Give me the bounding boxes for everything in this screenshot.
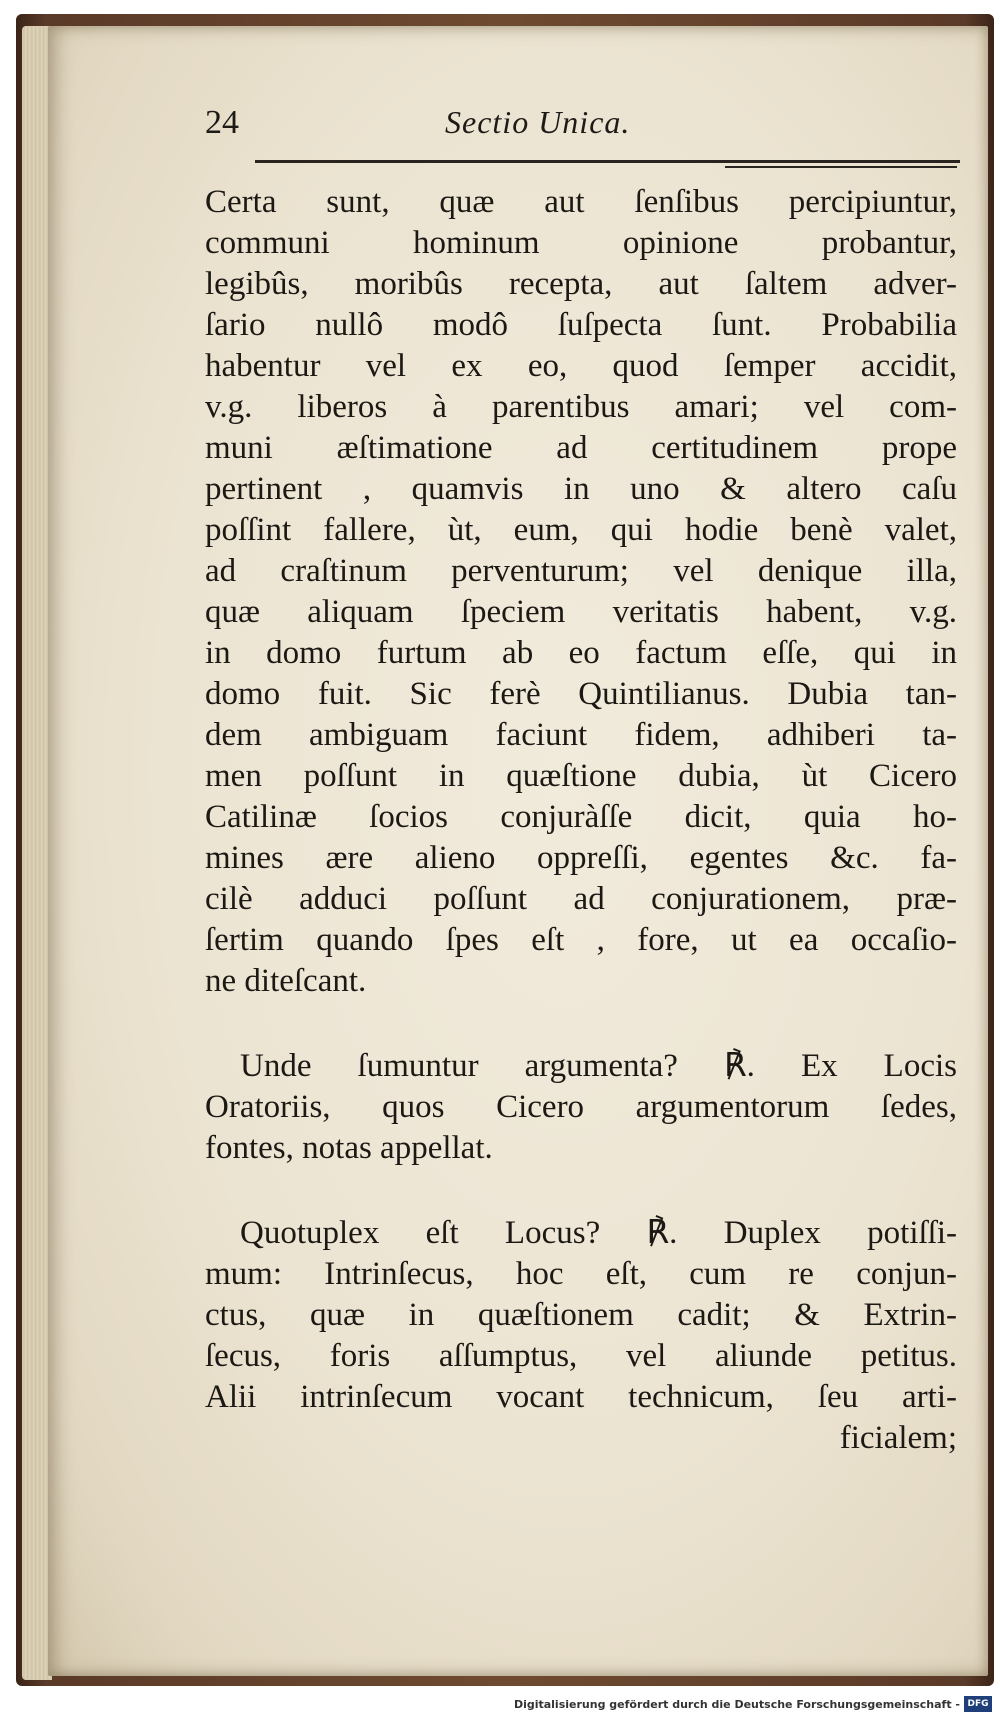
text-line: cilè adduci poſſunt ad conjurationem, præ- [205,881,957,917]
text-line: ſertim quando ſpes eſt , fore, ut ea occaſio- [205,922,957,958]
text-line: mum: Intrinſecus, hoc eſt, cum re conjun- [205,1256,957,1292]
text-line: v.g. liberos à parentibus amari; vel com- [205,389,957,425]
page-number: 24 [205,104,239,141]
header-rule [255,160,960,163]
page-header [205,104,965,144]
text-line: men poſſunt in quæſtione dubia, ùt Cicero [205,758,957,794]
digitization-footer [0,1692,1000,1722]
paragraph-gap [205,1169,957,1213]
text-line: pertinent , quamvis in uno & altero caſu [205,471,957,507]
text-line: dem ambiguam faciunt fidem, adhiberi ta- [205,717,957,753]
paragraph-2 [205,1046,957,1169]
text-line: muni æſtimatione ad certitudinem prope [205,430,957,466]
text-line: Catilinæ ſocios conjuràſſe dicit, quia ho- [205,799,957,835]
text-line: ctus, quæ in quæſtionem cadit; & Extrin- [205,1297,957,1333]
text-line: poſſint fallere, ùt, eum, qui hodie benè valet, [205,512,957,548]
text-line: domo fuit. Sic ferè Quintilianus. Dubia tan- [205,676,957,712]
text-line: legibûs, moribûs recepta, aut ſaltem adver- [205,266,957,302]
text-line: Certa sunt, quæ aut ſenſibus percipiuntur, [205,184,957,220]
footer-credit: Digitalisierung gefördert durch die Deutsche Forschungsgemeinschaft - [513,1698,960,1711]
running-head: Sectio Unica. [445,104,631,140]
text-line: fontes, notas appellat. [205,1130,493,1166]
paragraph-gap [205,1002,957,1046]
text-line: Oratoriis, quos Cicero argumentorum ſedes, [205,1089,957,1125]
text-line: quæ aliquam ſpeciem veritatis habent, v.g. [205,594,957,630]
text-line: Unde ſumuntur argumenta? ℟. Ex Locis [240,1048,957,1084]
paragraph-3 [205,1213,957,1459]
text-line: communi hominum opinione probantur, [205,225,957,261]
text-line: mines ære alieno oppreſſi, egentes &c. fa- [205,840,957,876]
text-line: ad craſtinum perventurum; vel denique illa, [205,553,957,589]
body-text [205,182,957,1459]
text-line: ſecus, foris aſſumptus, vel aliunde petitus. [205,1338,957,1374]
text-line: Alii intrinſecum vocant technicum, ſeu arti- [205,1379,957,1415]
catchword-line: ficialem; [839,1420,957,1456]
text-line: habentur vel ex eo, quod ſemper accidit, [205,348,957,384]
dfg-logo-icon: DFG [964,1696,992,1712]
header-rule-secondary [725,166,957,168]
paragraph-1 [205,182,957,1002]
text-line: in domo furtum ab eo factum eſſe, qui in [205,635,957,671]
text-line: ne diteſcant. [205,963,367,999]
text-line: ſario nullô modô ſuſpecta ſunt. Probabilia [205,307,957,343]
text-line: Quotuplex eſt Locus? ℟. Duplex potiſſi- [240,1215,957,1251]
